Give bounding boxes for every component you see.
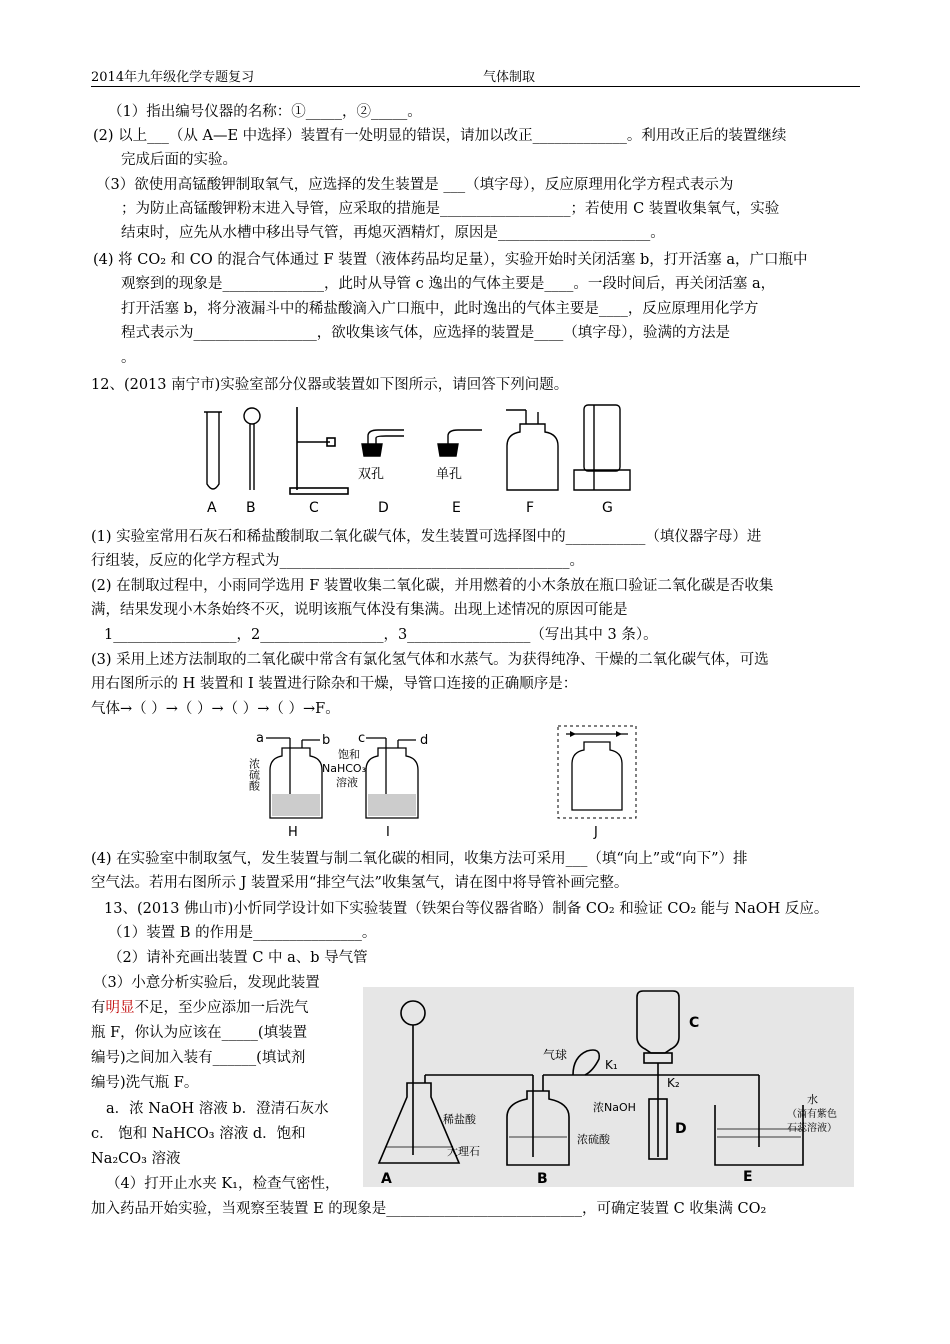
apparatus-e-label: E: [743, 1169, 753, 1185]
h-liquid-label: 浓硫酸: [247, 758, 261, 791]
q12-part3-a: (3) 采用上述方法制取的二氧化碳中常含有氯化氢气体和水蒸气。为获得纯净、干燥的二氧化碳气体，可选: [91, 652, 769, 668]
q12-part3-b: 用右图所示的 H 装置和 I 装置进行除杂和干燥，导管口连接的正确顺序是：: [91, 676, 578, 692]
apparatus-b-label: B: [537, 1171, 548, 1187]
q13-part3-d: 编号)之间加入装有______(填试剂: [91, 1050, 306, 1066]
q12-part2-c: 1_________________，2_________________，3_________________（写出其中 3 条）。: [104, 627, 658, 643]
q12-part1-a: (1) 实验室常用石灰石和稀盐酸制取二氧化碳气体，发生装置可选择图中的___________（填仪器字母）进: [91, 529, 762, 545]
q13-option-ab: a．浓 NaOH 溶液 b．澄清石灰水: [106, 1101, 329, 1117]
q13-option-d-cont: Na₂CO₃ 溶液: [91, 1151, 181, 1167]
marble-label: 大理石: [447, 1145, 480, 1158]
stopper-d: [362, 430, 404, 456]
label-b: B: [246, 500, 256, 516]
q13-part3-c: 瓶 F，你认为应该在_____(填装置: [91, 1025, 308, 1041]
label-e: E: [452, 500, 461, 516]
q11-part3: （3）欲使用高锰酸钾制取氧气，应选择的发生装置是 ___（填字母），反应原理用化学方程式表示为: [96, 177, 734, 193]
q12-part2-b: 满，结果发现小木条始终不灭，说明该瓶气体没有集满。出现上述情况的原因可能是: [91, 602, 628, 618]
figure-13-apparatus: [363, 987, 854, 1187]
trough-g: [574, 405, 630, 490]
q11-part2: (2) 以上___（从 A—E 中选择）装置有一处明显的错误，请加以改正_____________。利用改正后的装置继续: [93, 128, 787, 144]
k1-label: K₁: [605, 1058, 618, 1072]
q12-part2-a: (2) 在制取过程中，小雨同学选用 F 装置收集二氧化碳，并用燃着的小木条放在瓶口验证二氧化碳是否收集: [91, 578, 774, 594]
h-pipe-b: b: [322, 733, 331, 748]
q11-part4-cont1: 观察到的现象是______________，此时从导管 c 逸出的气体主要是____。一段时间后，再关闭活塞 a，: [121, 276, 776, 292]
water-label-3: 石蕊溶液）: [787, 1123, 837, 1134]
figure-h-i-wash-bottles: [246, 728, 436, 840]
figure-j-collection-bottle: [556, 724, 640, 840]
q12-title: 12、(2013 南宁市)实验室部分仪器或装置如下图所示，请回答下列问题。: [91, 377, 569, 393]
bottle-f: [506, 410, 558, 490]
iron-stand-c: [290, 407, 348, 494]
label-a: A: [207, 500, 217, 516]
apparatus-d-label: D: [675, 1121, 687, 1137]
label-c: C: [309, 500, 319, 516]
label-j: J: [594, 825, 598, 840]
figure-12-instruments: [190, 402, 640, 517]
q13-part3-b-post: 不足，至少应添加一后洗气: [134, 1000, 309, 1016]
label-i: I: [386, 825, 390, 840]
test-tube-a: [204, 412, 222, 489]
q13-part3-b-pre: 有: [91, 1000, 106, 1016]
q13-part4-a: （4）打开止水夹 K₁，检查气密性，: [106, 1176, 340, 1192]
q13-part1: （1）装置 B 的作用是_______________。: [108, 925, 377, 941]
i-pipe-d: d: [420, 733, 429, 748]
q13-part3-e: 编号)洗气瓶 F。: [91, 1075, 199, 1091]
q11-part3-cont1: ；为防止高锰酸钾粉末进入导管，应采取的措施是__________________；若使用 C 装置收集氧气，实验: [121, 201, 780, 217]
balloon-label: 气球: [543, 1048, 568, 1062]
h2so4-label: 浓硫酸: [577, 1133, 610, 1146]
header-left: 2014年九年级化学专题复习: [91, 70, 255, 85]
q13-option-cd: c． 饱和 NaHCO₃ 溶液 d．饱和: [91, 1126, 306, 1142]
hcl-label: 稀盐酸: [443, 1113, 476, 1126]
apparatus-a-label: A: [381, 1171, 392, 1187]
q12-part4-a: (4) 在实验室中制取氢气，发生装置与制二氧化碳的相同，收集方法可采用___（填“向上”或“向下”）排: [91, 851, 748, 867]
q11-part4-cont2: 打开活塞 b，将分液漏斗中的稀盐酸滴入广口瓶中，此时逸出的气体主要是____，反应原理用化学方: [121, 301, 759, 317]
i-liquid-label-2: NaHCO₃: [322, 762, 366, 775]
q13-part4-b: 加入药品开始实验，当观察至装置 E 的现象是___________________________，可确定装置 C 收集满 CO₂: [91, 1201, 767, 1217]
q13-title: 13、(2013 佛山市)小忻同学设计如下实验装置（铁架台等仪器省略）制备 CO₂ 和验证 CO₂ 能与 NaOH 反应。: [104, 901, 829, 917]
water-label-1: 水: [807, 1093, 818, 1106]
i-liquid-label-1: 饱和: [338, 748, 360, 761]
label-f: F: [526, 500, 535, 516]
q11-part4-cont3: 程式表示为_________________，欲收集该气体，应选择的装置是____（填字母），验满的方法是: [121, 325, 730, 341]
q11-part4-cont4: 。: [121, 350, 136, 366]
q11-part2-cont: 完成后面的实验。: [121, 152, 237, 168]
label-d: D: [378, 500, 389, 516]
q13-part2: （2）请补充画出装置 C 中 a、b 导气管: [108, 950, 368, 966]
q11-part3-cont2: 结束时，应先从水槽中移出导气管，再熄灭酒精灯，原因是_____________________。: [121, 225, 665, 241]
q12-part4-b: 空气法。若用右图所示 J 装置采用“排空气法”收集氢气，请在图中将导管补画完整。: [91, 875, 629, 891]
i-pipe-c: c: [358, 731, 366, 746]
water-label-2: （滴有紫色: [787, 1109, 837, 1120]
q12-part3-c: 气体→（ ）→（ ）→（ ）→（ ）→F。: [91, 701, 340, 717]
q13-part3-a: （3）小意分析实验后，发现此装置: [93, 975, 320, 991]
funnel-b: [244, 408, 260, 490]
k2-label: K₂: [667, 1076, 680, 1090]
q11-part4: (4) 将 CO₂ 和 CO 的混合气体通过 F 装置（液体药品均足量），实验开始时关闭活塞 b，打开活塞 a，广口瓶中: [93, 252, 808, 268]
page-header: [91, 66, 860, 87]
q13-highlight-word: 明显: [105, 1000, 135, 1016]
q13-part3-b: [91, 996, 309, 1020]
header-center: 气体制取: [483, 70, 536, 85]
stopper-e: [438, 430, 482, 456]
i-liquid-label-3: 溶液: [336, 776, 358, 789]
label-d-text: 双孔: [358, 467, 385, 482]
label-g: G: [602, 500, 613, 516]
naoh-label: 浓NaOH: [593, 1101, 636, 1114]
h-pipe-a: a: [256, 731, 264, 746]
label-e-text: 单孔: [436, 467, 463, 482]
apparatus-c-label: C: [689, 1015, 700, 1031]
q12-part1-b: 行组装，反应的化学方程式为________________________________________。: [91, 553, 584, 569]
q11-part1: （1）指出编号仪器的名称：①_____，②_____。: [108, 104, 422, 120]
label-h: H: [288, 825, 298, 840]
